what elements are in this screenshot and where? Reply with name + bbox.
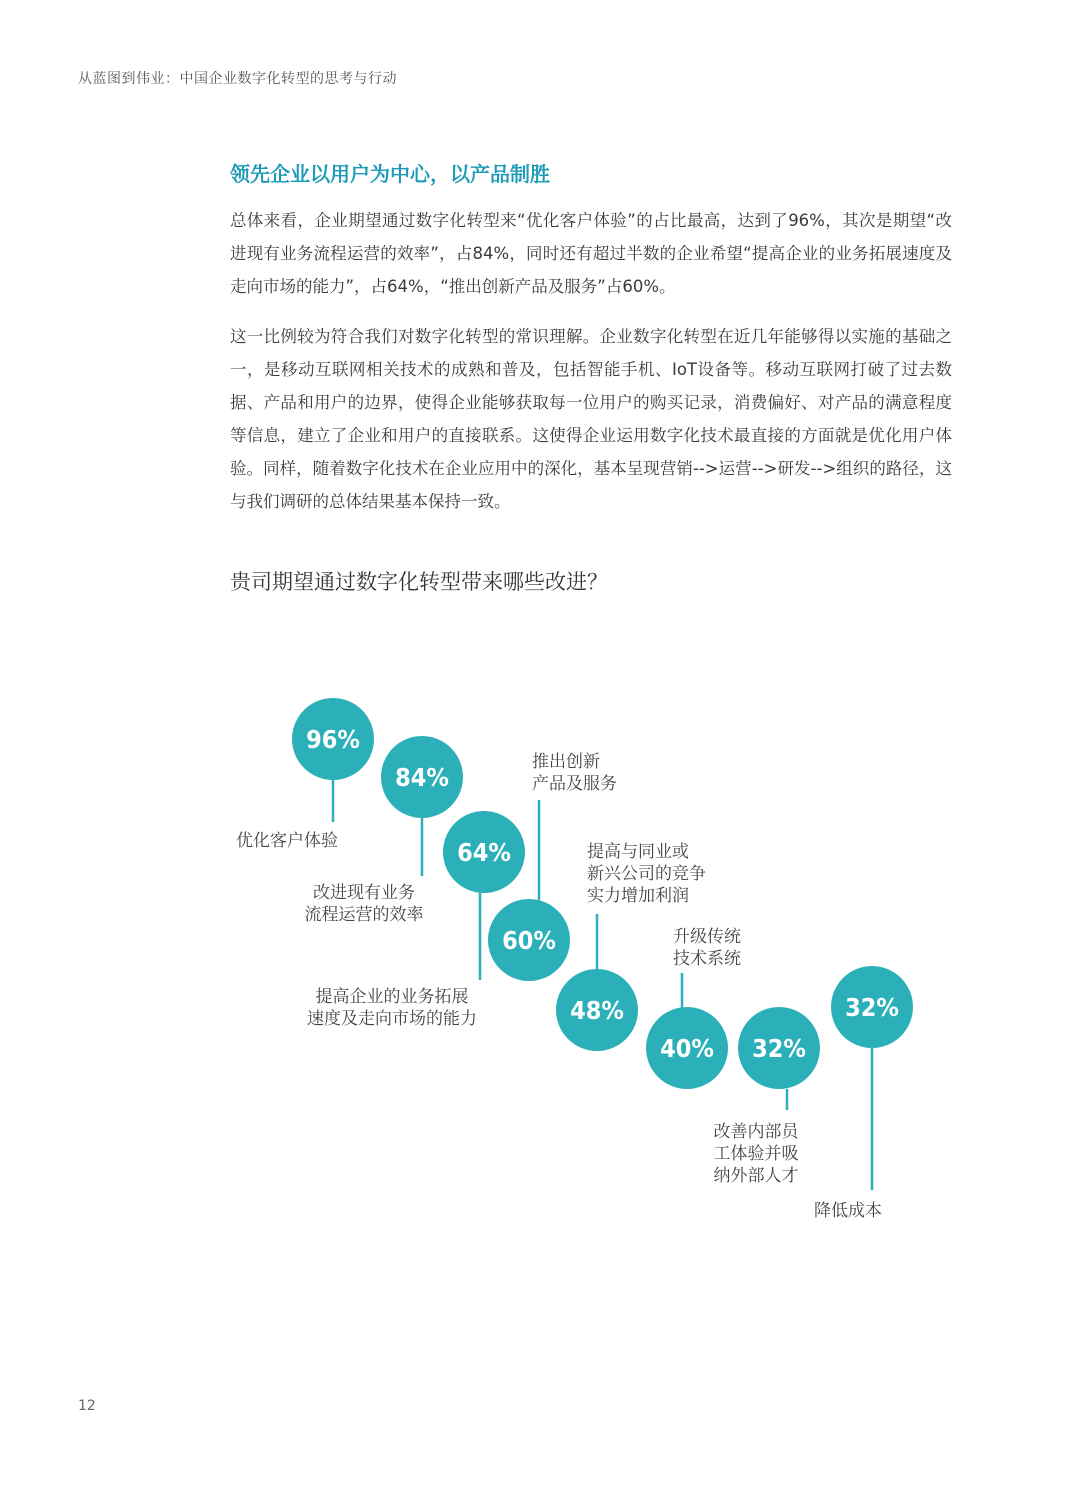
category-label-line: 纳外部人才 xyxy=(713,1166,799,1186)
category-label xyxy=(236,831,338,851)
bubble-value-label: 84% xyxy=(395,763,449,792)
bubble-value-label: 40% xyxy=(660,1034,714,1063)
category-label xyxy=(532,752,617,794)
category-label-line: 降低成本 xyxy=(814,1201,882,1221)
chart-title: 贵司期望通过数字化转型带来哪些改进？ xyxy=(230,570,608,594)
body-paragraph-1: 总体来看，企业期望通过数字化转型来“优化客户体验”的占比最高，达到了96%，其次是期望“改进现有业务流程运营的效率”，占84%，同时还有超过半数的企业希望“提高企业的业务拓展速度及走向市场的能力”，占64%，“推出创新产品及服务”占60%。 xyxy=(230,211,952,296)
category-label-line: 新兴公司的竞争 xyxy=(587,864,706,884)
bubble-value-label: 48% xyxy=(570,996,624,1025)
category-label xyxy=(814,1201,882,1221)
category-label-line: 推出创新 xyxy=(532,752,600,772)
category-label-line: 工体验并吸 xyxy=(713,1144,799,1164)
category-label-line: 改进现有业务 xyxy=(313,883,415,903)
category-label-line: 升级传统 xyxy=(673,927,741,947)
category-label xyxy=(714,1122,801,1186)
category-label-line: 提高企业的业务拓展 xyxy=(315,987,469,1007)
bubble-value-label: 32% xyxy=(752,1034,806,1063)
category-label-line: 速度及走向市场的能力 xyxy=(307,1009,477,1029)
bubble-value-label: 96% xyxy=(306,725,360,754)
category-label-line: 流程运营的效率 xyxy=(304,905,424,925)
page-number: 12 xyxy=(78,1398,96,1414)
section-title: 领先企业以用户为中心，以产品制胜 xyxy=(230,162,550,186)
category-label xyxy=(305,883,424,925)
category-label xyxy=(307,987,477,1029)
bubble-value-label: 32% xyxy=(845,993,899,1022)
category-label xyxy=(587,842,706,906)
category-label-line: 优化客户体验 xyxy=(236,831,338,851)
category-label-line: 产品及服务 xyxy=(532,774,617,794)
bubble-value-label: 64% xyxy=(457,838,511,867)
category-label-line: 改善内部员 xyxy=(713,1122,799,1142)
running-header: 从蓝图到伟业：中国企业数字化转型的思考与行动 xyxy=(78,71,397,87)
category-label-line: 实力增加利润 xyxy=(587,886,689,906)
body-paragraph-2: 这一比例较为符合我们对数字化转型的常识理解。企业数字化转型在近几年能够得以实施的基础之一，是移动互联网相关技术的成熟和普及，包括智能手机、IoT设备等。移动互联网打破了过去数据、产品和用户的边界，使得企业能够获取每一位用户的购买记录，消费偏好、对产品的满意程度等信息，建立了企业和用户的直接联系。这使得企业运用数字化技术最直接的方面就是优化用户体验。同样，随着数字化技术在企业应用中的深化，基本呈现营销-->运营-->研发-->组织的路径，这与我们调研的总体结果基本保持一致。 xyxy=(230,327,952,511)
category-label xyxy=(673,927,741,969)
category-label-line: 技术系统 xyxy=(673,949,741,969)
category-label-line: 提高与同业或 xyxy=(587,842,689,862)
bubble-value-label: 60% xyxy=(502,926,556,955)
